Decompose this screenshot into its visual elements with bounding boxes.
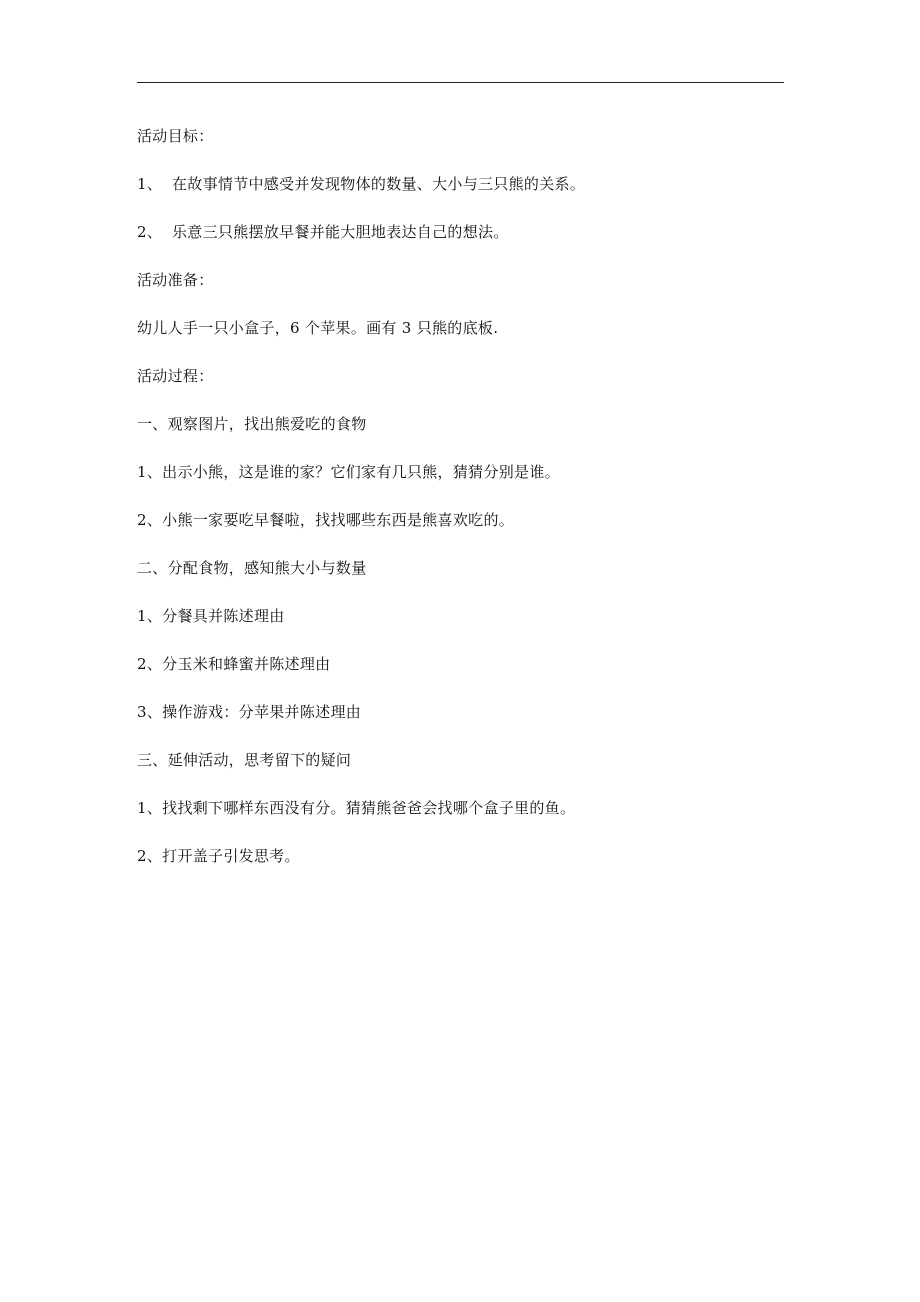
line-text: 1、出示小熊，这是谁的家？它们家有几只熊，猜猜分别是谁。 (137, 463, 560, 481)
line-text: 幼儿人手一只小盒子，6 个苹果。画有 3 只熊的底板. (137, 319, 499, 337)
list-item (137, 448, 784, 496)
line-text: 三、延伸活动，思考留下的疑问 (137, 751, 352, 769)
line-text: 2、分玉米和蜂蜜并陈述理由 (137, 655, 331, 673)
heading-activity-process (137, 352, 784, 400)
heading-activity-preparation (137, 256, 784, 304)
list-item (137, 640, 784, 688)
line-text: 2、小熊一家要吃早餐啦，找找哪些东西是熊喜欢吃的。 (137, 511, 515, 529)
document-body (137, 112, 784, 880)
item-number: 2、 (137, 223, 163, 241)
list-item (137, 832, 784, 880)
item-number: 1、 (137, 175, 163, 193)
line-text: 活动过程： (137, 367, 214, 385)
list-item (137, 592, 784, 640)
line-text: 在故事情节中感受并发现物体的数量、大小与三只熊的关系。 (172, 175, 586, 193)
section-heading-2 (137, 544, 784, 592)
list-item (137, 784, 784, 832)
list-item (137, 688, 784, 736)
line-text: 2、打开盖子引发思考。 (137, 847, 300, 865)
goal-item-2 (137, 208, 784, 256)
line-text: 活动目标： (137, 127, 214, 145)
line-text: 一、观察图片，找出熊爱吃的食物 (137, 415, 367, 433)
line-text: 1、找找剩下哪样东西没有分。猜猜熊爸爸会找哪个盒子里的鱼。 (137, 799, 576, 817)
header-rule (137, 82, 784, 83)
section-heading-3 (137, 736, 784, 784)
goal-item-1 (137, 160, 784, 208)
line-text: 1、分餐具并陈述理由 (137, 607, 285, 625)
line-text: 活动准备： (137, 271, 214, 289)
heading-activity-goals (137, 112, 784, 160)
list-item (137, 496, 784, 544)
section-heading-1 (137, 400, 784, 448)
line-text: 3、操作游戏：分苹果并陈述理由 (137, 703, 362, 721)
line-text: 二、分配食物，感知熊大小与数量 (137, 559, 367, 577)
line-text: 乐意三只熊摆放早餐并能大胆地表达自己的想法。 (172, 223, 509, 241)
preparation-text (137, 304, 784, 352)
